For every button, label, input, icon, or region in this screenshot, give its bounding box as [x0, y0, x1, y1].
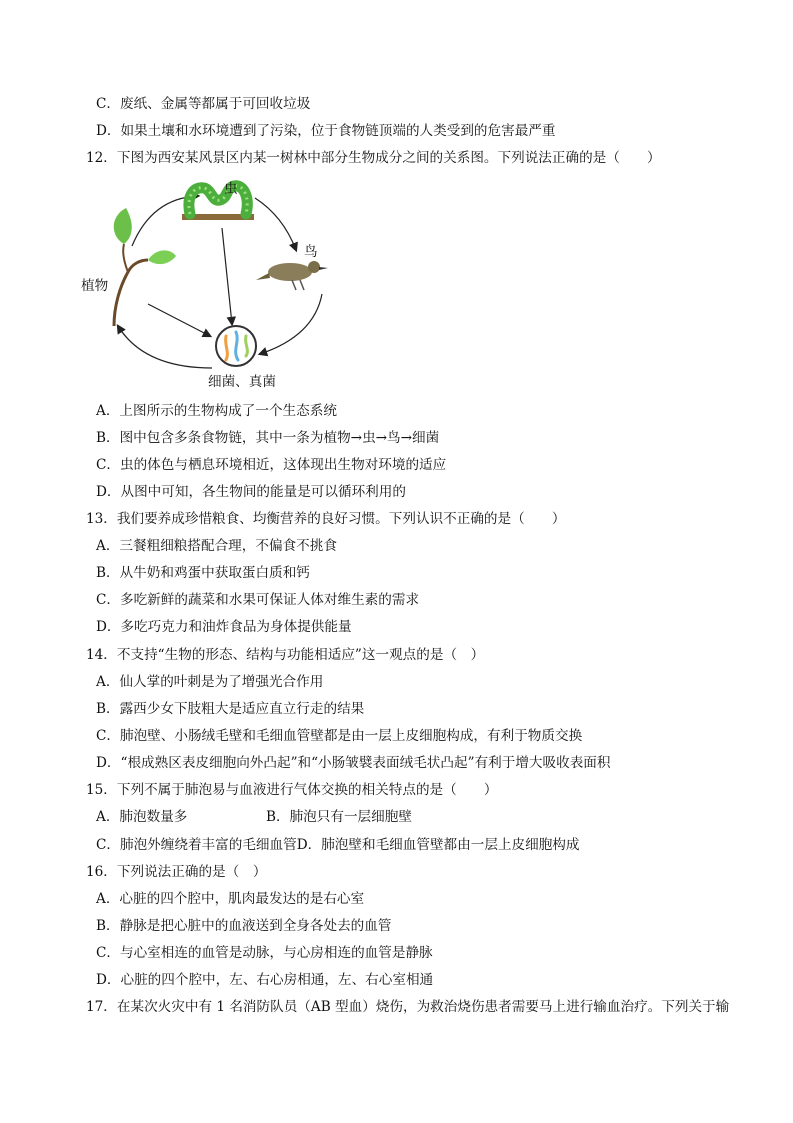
q13-option-c: C．多吃新鲜的蔬菜和水果可保证人体对维生素的需求	[96, 592, 420, 608]
bird-icon	[256, 261, 328, 290]
q11-option-c: C．废纸、金属等都属于可回收垃圾	[96, 96, 311, 112]
q13-option-a: A．三餐粗细粮搭配合理，不偏食不挑食	[96, 538, 337, 554]
arrow-insect-to-bird	[255, 198, 296, 250]
q16-option-a: A．心脏的四个腔中，肌肉最发达的是右心室	[96, 891, 365, 907]
bird-label: 鸟	[304, 244, 318, 260]
ecosystem-diagram-svg	[70, 176, 370, 400]
q12-option-c: C．虫的体色与栖息环境相近，这体现出生物对环境的适应	[96, 457, 447, 473]
q14-option-d: D．“根成熟区表皮细胞向外凸起”和“小肠皱襞表面绒毛状凸起”有利于增大吸收表面积	[96, 755, 611, 771]
ecosystem-diagram	[70, 176, 370, 400]
bacteria-fungi-icon	[216, 326, 256, 366]
q13-stem: 13．我们要养成珍惜粮食、均衡营养的良好习惯。下列认识不正确的是（ ）	[86, 511, 566, 527]
arrow-plant-to-decomposers	[148, 304, 210, 336]
q14-option-c: C．肺泡壁、小肠绒毛壁和毛细血管壁都是由一层上皮细胞构成，有利于物质交换	[96, 728, 583, 744]
decomposers-label: 细菌、真菌	[208, 374, 276, 390]
q16-option-c: C．与心室相连的血管是动脉，与心房相连的血管是静脉	[96, 945, 433, 961]
q12-option-a: A．上图所示的生物构成了一个生态系统	[96, 403, 337, 419]
q15-option-b: B．肺泡只有一层细胞壁	[266, 809, 412, 825]
q12-stem: 12．下图为西安某风景区内某一树林中部分生物成分之间的关系图。下列说法正确的是（ ）	[86, 150, 661, 166]
q12-option-b: B．图中包含多条食物链，其中一条为植物→虫→鸟→细菌	[96, 430, 440, 446]
q13-option-d: D．多吃巧克力和油炸食品为身体提供能量	[96, 619, 352, 635]
q13-option-b: B．从牛奶和鸡蛋中获取蛋白质和钙	[96, 565, 310, 581]
q12-option-d: D．从图中可知，各生物间的能量是可以循环利用的	[96, 484, 406, 500]
q15-stem: 15．下列不属于肺泡易与血液进行气体交换的相关特点的是（ ）	[86, 782, 498, 798]
q15-option-d: D．肺泡壁和毛细血管壁都由一层上皮细胞构成	[296, 837, 580, 853]
plant-icon	[114, 208, 176, 326]
q11-option-d: D．如果土壤和水环境遭到了污染，位于食物链顶端的人类受到的危害最严重	[96, 123, 556, 139]
q15-option-c: C．肺泡外缠绕着丰富的毛细血管	[96, 837, 297, 853]
caterpillar-icon	[182, 186, 254, 220]
plant-label: 植物	[81, 278, 109, 294]
q15-row-1	[96, 808, 412, 826]
q16-stem: 16．下列说法正确的是（ ）	[86, 864, 267, 880]
q15-row-2	[96, 836, 580, 854]
q16-option-d: D．心脏的四个腔中，左、右心房相通，左、右心室相通	[96, 972, 434, 988]
q15-option-a: A．肺泡数量多	[96, 809, 188, 825]
q14-stem: 14．不支持“生物的形态、结构与功能相适应”这一观点的是（ ）	[86, 647, 485, 663]
q14-option-a: A．仙人掌的叶刺是为了增强光合作用	[96, 674, 324, 690]
arrow-bird-to-decomposers	[260, 294, 322, 354]
insect-label: 虫	[224, 181, 238, 197]
q16-option-b: B．静脉是把心脏中的血液送到全身各处去的血管	[96, 918, 392, 934]
q17-stem: 17．在某次火灾中有 1 名消防队员（AB 型血）烧伤，为救治烧伤患者需要马上进行输血治疗。下列关于输	[86, 999, 730, 1015]
q14-option-b: B．露西少女下肢粗大是适应直立行走的结果	[96, 701, 365, 717]
arrow-insect-to-decomposers	[222, 228, 232, 324]
arrow-decomposers-to-plant	[118, 326, 212, 368]
